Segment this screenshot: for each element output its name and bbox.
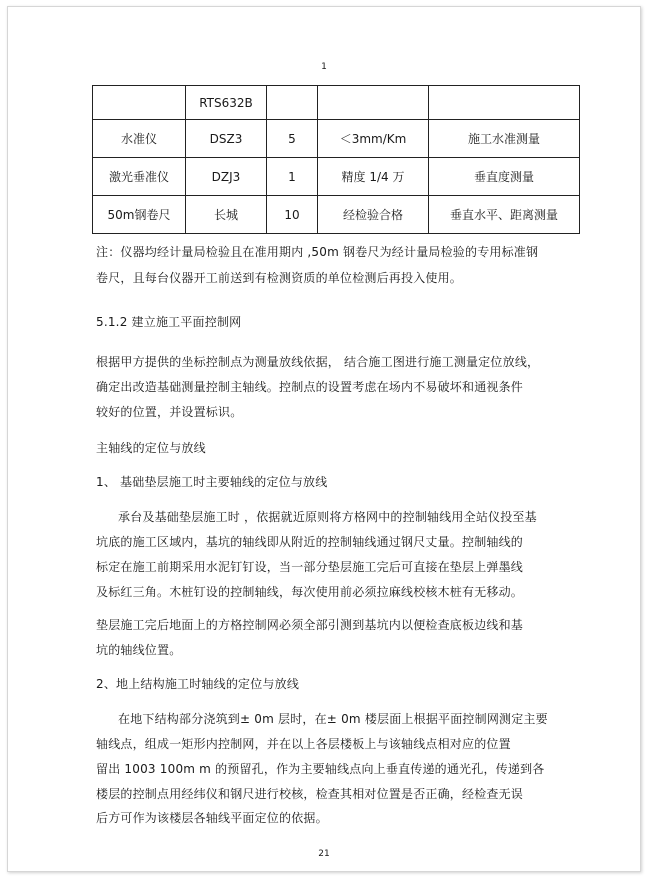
paragraph-line: 轴线点，组成一矩形内控制网，并在以上各层楼板上与该轴线点相对应的位置 [96,737,511,751]
table-cell [93,86,186,120]
footer-page-number: 21 [318,849,330,859]
paragraph-line: 坑底的施工区域内，基坑的轴线即从附近的控制轴线通过钢尺丈量。控制轴线的 [96,535,524,549]
table-cell: 水准仪 [93,120,186,158]
paragraph-line: 标定在施工前期采用水泥钉钉设，当一部分垫层施工完后可直接在垫层上弹墨线 [96,560,524,574]
table-cell: DSZ3 [186,120,267,158]
table-cell: 垂直度测量 [429,158,580,196]
table-cell [318,86,429,120]
table-cell [429,86,580,120]
paragraph-line: 及标红三角。木桩钉设的控制轴线，每次使用前必须拉麻线校核木桩有无移动。 [96,585,524,599]
table-cell: 施工水准测量 [429,120,580,158]
table-cell: 长城 [186,196,267,234]
paragraph-line: 承台及基础垫层施工时 ，依据就近原则将方格网中的控制轴线用全站仪投至基 [118,510,537,524]
paragraph-line: 后方可作为该楼层各轴线平面定位的依据。 [96,811,328,825]
note-line: 卷尺，且每台仪器开工前送到有检测资质的单位检测后再投入使用。 [96,271,463,285]
item-heading: 2、地上结构施工时轴线的定位与放线 [96,677,300,691]
table-cell: 5 [267,120,318,158]
table-cell: 10 [267,196,318,234]
subheading: 主轴线的定位与放线 [96,441,206,455]
table-cell: 1 [267,158,318,196]
item-heading: 1、 基础垫层施工时主要轴线的定位与放线 [96,475,328,489]
paragraph-line: 楼层的控制点用经纬仪和钢尺进行校核，检查其相对位置是否正确，经检查无误 [96,787,524,801]
instrument-table [92,85,580,234]
table-cell: RTS632B [186,86,267,120]
table-row [93,158,580,196]
header-page-number: 1 [321,62,327,72]
paragraph-line: 垫层施工完后地面上的方格控制网必须全部引测到基坑内以便检查底板边线和基 [96,618,524,632]
table-cell [267,86,318,120]
table-cell: 经检验合格 [318,196,429,234]
paragraph-line: 确定出改造基础测量控制主轴线。控制点的设置考虑在场内不易破坏和通视条件 [96,380,524,394]
table-cell: 50m钢卷尺 [93,196,186,234]
note-line: 注：仪器均经计量局检验且在准用期内 ,50m 钢卷尺为经计量局检验的专用标准钢 [96,245,539,259]
table-cell: 激光垂准仪 [93,158,186,196]
table-row [93,196,580,234]
table-cell: 精度 1/4 万 [318,158,429,196]
table-row [93,120,580,158]
paragraph-line: 坑的轴线位置。 [96,643,182,657]
document-page [7,6,641,872]
section-heading: 5.1.2 建立施工平面控制网 [96,315,242,329]
paragraph-line: 留出 1003 100m m 的预留孔，作为主要轴线点向上垂直传递的通光孔，传递到各 [96,762,545,776]
table-row [93,86,580,120]
paragraph-line: 在地下结构部分浇筑到± 0m 层时，在± 0m 楼层面上根据平面控制网测定主要 [118,712,548,726]
paragraph-line: 根据甲方提供的坐标控制点为测量放线依据， 结合施工图进行施工测量定位放线， [96,355,540,369]
table-cell: DZJ3 [186,158,267,196]
table-cell: ＜3mm/Km [318,120,429,158]
table-cell: 垂直水平、距离测量 [429,196,580,234]
paragraph-line: 较好的位置，并设置标识。 [96,405,243,419]
